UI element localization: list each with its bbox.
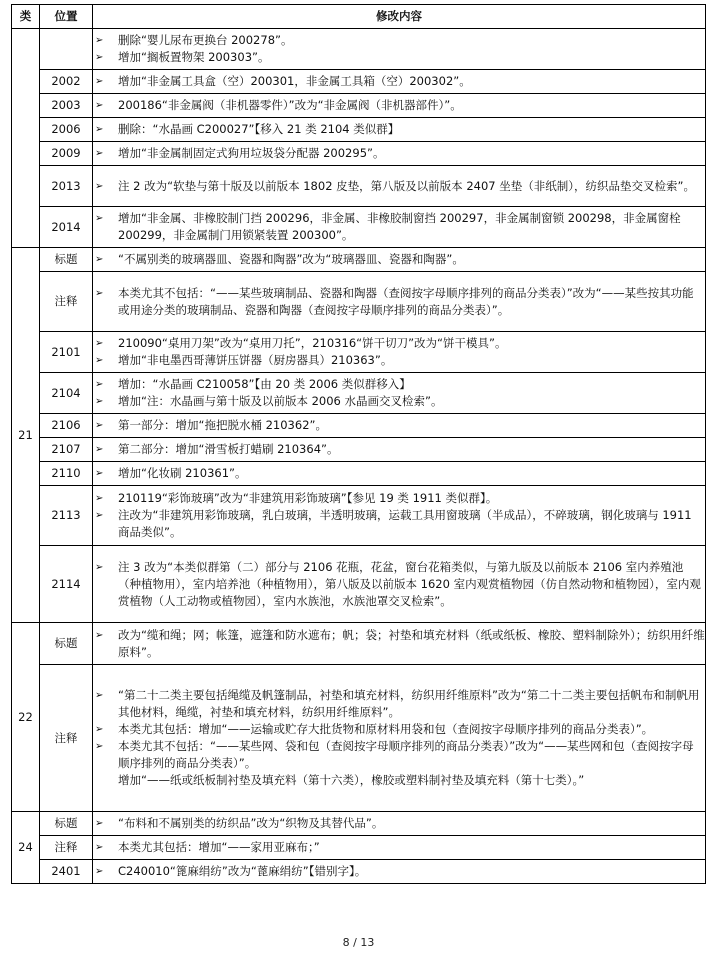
change-item: ➢ 增加“注：水晶画与第十版及以前版本 2006 水晶画交叉检索”。 xyxy=(95,394,443,408)
position-cell: 2101 xyxy=(40,332,93,373)
arrow-bullet-icon: ➢ xyxy=(95,148,104,159)
change-item: ➢ 本类尤其不包括：“——某些网、袋和包（查阅按字母顺序排列的商品分类表）”改为“——某些网和包（查阅按字母顺序排列的商品分类表）”。 xyxy=(95,739,694,770)
content-cell xyxy=(93,373,706,414)
position-cell: 注释 xyxy=(40,272,93,332)
position-cell: 标题 xyxy=(40,623,93,665)
content-cell xyxy=(93,546,706,623)
change-item: ➢ 210119“彩饰玻璃”改为“非建筑用彩饰玻璃”【参见 19 类 1911 类似群】。 xyxy=(95,491,498,505)
change-item: ➢ 注 2 改为“软垫与第十版及以前版本 1802 皮垫，第八版及以前版本 2407 坐垫（非纸制），纺织品垫交叉检索”。 xyxy=(95,178,695,193)
position-cell: 标题 xyxy=(40,248,93,272)
position-cell xyxy=(40,29,93,70)
arrow-bullet-icon: ➢ xyxy=(95,444,104,455)
content-cell xyxy=(93,414,706,438)
category-cell xyxy=(12,29,40,248)
content-cell xyxy=(93,623,706,665)
arrow-bullet-icon: ➢ xyxy=(95,287,104,299)
change-item: ➢ 增加“非金属、非橡胶制门挡 200296，非金属、非橡胶制窗挡 200297，非金属制窗锁 200298，非金属窗栓 200299，非金属制门用锁紧装置 200300”。 xyxy=(95,211,681,242)
change-item: ➢ 增加“非金属工具盒（空）200301，非金属工具箱（空）200302”。 xyxy=(95,74,471,88)
change-item: ➢ “不属别类的玻璃器皿、瓷器和陶器”改为“玻璃器皿、瓷器和陶器”。 xyxy=(95,252,464,266)
table-row xyxy=(12,94,706,118)
arrow-bullet-icon: ➢ xyxy=(95,561,104,573)
arrow-bullet-icon: ➢ xyxy=(95,355,104,366)
change-item: ➢ 改为“缆和绳；网；帐篷，遮篷和防水遮布；帆；袋；衬垫和填充材料（纸或纸板、橡胶、塑料制除外）；纺织用纤维原料”。 xyxy=(95,627,705,659)
arrow-bullet-icon: ➢ xyxy=(95,338,104,349)
header-content: 修改内容 xyxy=(93,5,706,29)
arrow-bullet-icon: ➢ xyxy=(95,180,104,192)
table-row xyxy=(12,812,706,836)
arrow-bullet-icon: ➢ xyxy=(95,124,104,135)
content-cell xyxy=(93,836,706,860)
content-cell xyxy=(93,462,706,486)
change-item: ➢ 删除“婴儿尿布更换台 200278”。 xyxy=(95,33,293,47)
position-cell: 2013 xyxy=(40,166,93,207)
content-cell xyxy=(93,332,706,373)
change-item: ➢ 本类尤其包括：增加“——运输或贮存大批货物和原材料用袋和包（查阅按字母顺序排列的商品分类表）”。 xyxy=(95,722,654,736)
table-row xyxy=(12,623,706,665)
arrow-bullet-icon: ➢ xyxy=(95,510,104,521)
change-item: ➢ 增加“搁板置物架 200303”。 xyxy=(95,50,270,64)
arrow-bullet-icon: ➢ xyxy=(95,724,104,735)
changes-table xyxy=(11,4,706,884)
change-item: ➢ 注 3 改为“本类似群第（二）部分与 2106 花瓶，花盆，窗台花箱类似，与第九版及以前版本 2106 室内养殖池（种植物用），室内培养池（种植物用），第八版及以前版本 1620 室内观赏植物园（仿自然动物和植物园），室内观赏植物（人工动物或植物园），室内水族池，水族池罩交叉检索”。 xyxy=(95,559,701,608)
header-category: 类 xyxy=(12,5,40,29)
table-row xyxy=(12,118,706,142)
content-cell xyxy=(93,665,706,812)
category-cell: 22 xyxy=(12,623,40,812)
table-row xyxy=(12,29,706,70)
table-row xyxy=(12,373,706,414)
table-row xyxy=(12,860,706,884)
change-item: ➢ 删除：“水晶画 C200027”【移入 21 类 2104 类似群】 xyxy=(95,122,400,136)
table-row xyxy=(12,70,706,94)
change-item: ➢ 增加“非电墨西哥薄饼压饼器（厨房器具）210363”。 xyxy=(95,353,393,367)
position-cell: 2006 xyxy=(40,118,93,142)
content-cell xyxy=(93,94,706,118)
page-number: 8 / 13 xyxy=(342,936,375,949)
arrow-bullet-icon: ➢ xyxy=(95,254,104,265)
table-row xyxy=(12,438,706,462)
arrow-bullet-icon: ➢ xyxy=(95,52,104,63)
position-cell: 2104 xyxy=(40,373,93,414)
category-cell: 24 xyxy=(12,812,40,884)
header-position: 位置 xyxy=(40,5,93,29)
content-cell xyxy=(93,29,706,70)
table-row xyxy=(12,272,706,332)
change-item: ➢ 增加：“水晶画 C210058”【由 20 类 2006 类似群移入】 xyxy=(95,377,411,391)
table-row xyxy=(12,665,706,812)
table-header-row xyxy=(12,5,706,29)
arrow-bullet-icon: ➢ xyxy=(95,379,104,390)
arrow-bullet-icon: ➢ xyxy=(95,493,104,504)
arrow-bullet-icon: ➢ xyxy=(95,690,104,701)
change-item-continuation: 增加“——纸或纸板制衬垫及填充料（第十六类），橡胶或塑料制衬垫及填充料（第十七类）。” xyxy=(118,773,585,787)
change-item: ➢ “第二十二类主要包括绳缆及帆篷制品，衬垫和填充材料，纺织用纤维原料”改为“第二十二类主要包括帆布和制帆用其他材料，绳缆，衬垫和填充材料，纺织用纤维原料”。 xyxy=(95,688,700,719)
content-cell xyxy=(93,248,706,272)
position-cell: 2002 xyxy=(40,70,93,94)
content-cell xyxy=(93,207,706,248)
content-cell xyxy=(93,118,706,142)
content-cell xyxy=(93,142,706,166)
change-item: ➢ C240010“篦麻绢纺”改为“蓖麻绢纺”【错别字】。 xyxy=(95,864,367,878)
arrow-bullet-icon: ➢ xyxy=(95,866,104,877)
position-cell: 注释 xyxy=(40,836,93,860)
change-item: ➢ 200186“非金属阀（非机器零件）”改为“非金属阀（非机器部件）”。 xyxy=(95,98,462,112)
arrow-bullet-icon: ➢ xyxy=(95,100,104,111)
arrow-bullet-icon: ➢ xyxy=(95,629,104,641)
content-cell xyxy=(93,166,706,207)
content-cell xyxy=(93,272,706,332)
position-cell: 2114 xyxy=(40,546,93,623)
content-cell xyxy=(93,486,706,546)
content-cell xyxy=(93,860,706,884)
content-cell xyxy=(93,812,706,836)
arrow-bullet-icon: ➢ xyxy=(95,420,104,431)
table-row xyxy=(12,836,706,860)
position-cell: 2106 xyxy=(40,414,93,438)
change-item: ➢ “布料和不属别类的纺织品”改为“织物及其替代品”。 xyxy=(95,816,384,830)
table-row xyxy=(12,142,706,166)
arrow-bullet-icon: ➢ xyxy=(95,76,104,87)
table-row xyxy=(12,486,706,546)
category-cell: 21 xyxy=(12,248,40,623)
change-item: ➢ 增加“化妆刷 210361”。 xyxy=(95,466,247,480)
position-cell: 2009 xyxy=(40,142,93,166)
arrow-bullet-icon: ➢ xyxy=(95,213,104,224)
change-item: ➢ 增加“非金属制固定式狗用垃圾袋分配器 200295”。 xyxy=(95,146,385,160)
change-item: ➢ 第一部分：增加“拖把脱水桶 210362”。 xyxy=(95,418,327,432)
position-cell: 标题 xyxy=(40,812,93,836)
arrow-bullet-icon: ➢ xyxy=(95,741,104,752)
arrow-bullet-icon: ➢ xyxy=(95,468,104,479)
table-row xyxy=(12,414,706,438)
position-cell: 注释 xyxy=(40,665,93,812)
arrow-bullet-icon: ➢ xyxy=(95,35,104,46)
change-item: ➢ 第二部分：增加“滑雪板打蜡刷 210364”。 xyxy=(95,442,339,456)
content-cell xyxy=(93,438,706,462)
table-row xyxy=(12,332,706,373)
table-row xyxy=(12,207,706,248)
arrow-bullet-icon: ➢ xyxy=(95,818,104,829)
position-cell: 2113 xyxy=(40,486,93,546)
change-item: ➢ 本类尤其不包括：“——某些玻璃制品、瓷器和陶器（查阅按字母顺序排列的商品分类表）”改为“——某些按其功能或用途分类的玻璃制品、瓷器和陶器（查阅按字母顺序排列的商品分类表）”。 xyxy=(95,285,694,317)
position-cell: 2401 xyxy=(40,860,93,884)
table-row xyxy=(12,166,706,207)
position-cell: 2110 xyxy=(40,462,93,486)
change-item: ➢ 210090“桌用刀架”改为“桌用刀托”，210316“饼干切刀”改为“饼干模具”。 xyxy=(95,336,507,350)
change-item: ➢ 注改为“非建筑用彩饰玻璃，乳白玻璃，半透明玻璃，运载工具用窗玻璃（半成品），不碎玻璃，钢化玻璃与 1911 商品类似”。 xyxy=(95,508,692,539)
change-item: ➢ 本类尤其包括：增加“——家用亚麻布；” xyxy=(95,840,320,854)
table-row xyxy=(12,462,706,486)
position-cell: 2014 xyxy=(40,207,93,248)
table-row xyxy=(12,248,706,272)
arrow-bullet-icon: ➢ xyxy=(95,396,104,407)
position-cell: 2107 xyxy=(40,438,93,462)
table-row xyxy=(12,546,706,623)
position-cell: 2003 xyxy=(40,94,93,118)
arrow-bullet-icon: ➢ xyxy=(95,842,104,853)
content-cell xyxy=(93,70,706,94)
